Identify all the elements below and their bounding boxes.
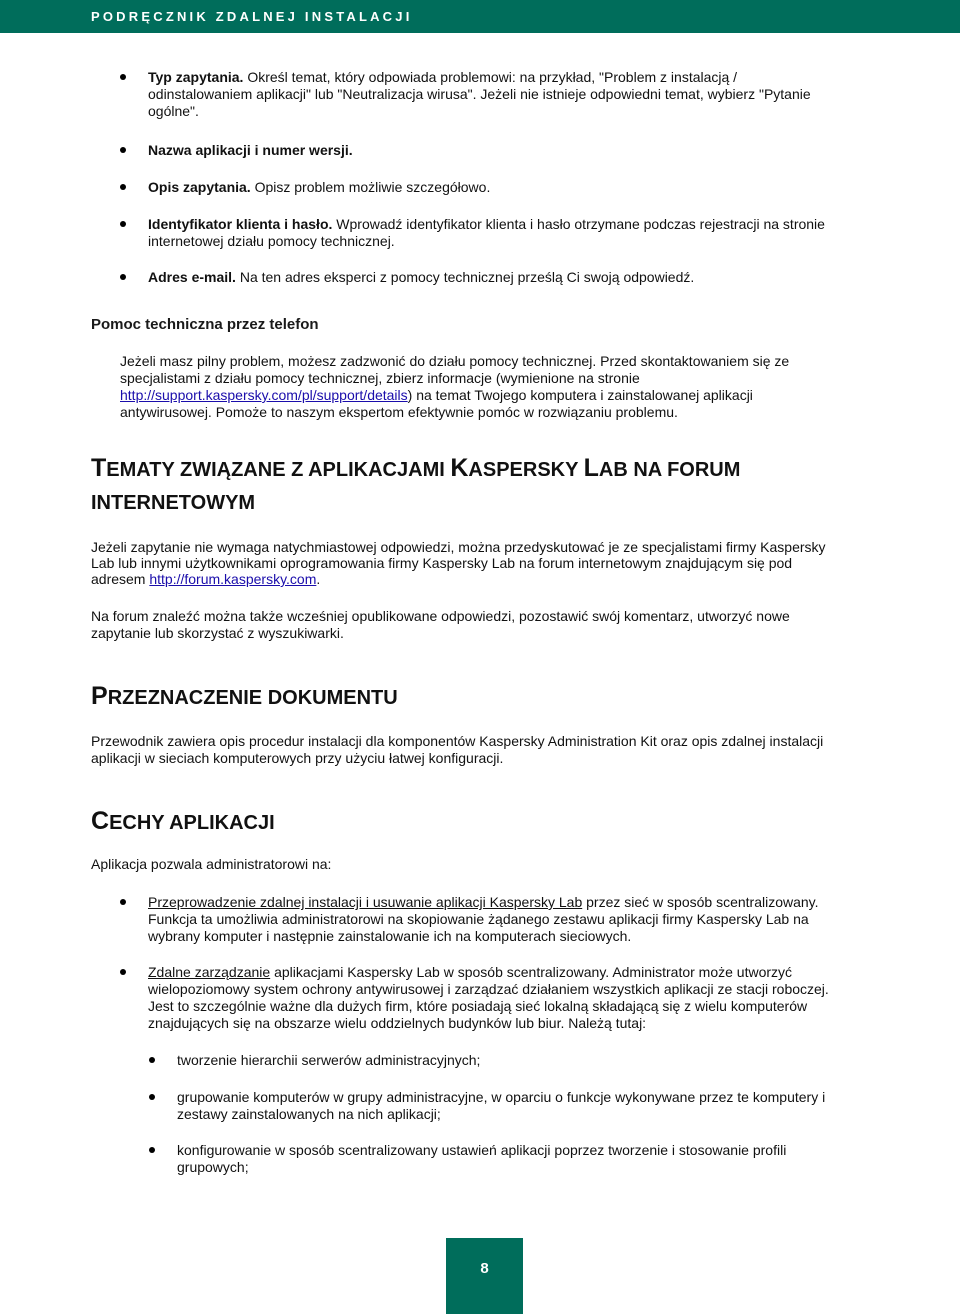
- forum-heading-line1: TEMATY ZWIĄZANE Z APLIKACJAMI KASPERSKY LAB NA FORUM: [91, 454, 741, 482]
- list-item-line: ogólne".: [148, 103, 199, 119]
- sub-item: grupowanie komputerów w grupy administracyjne, w oparciu o funkcje wykonywane przez te komputery i: [177, 1089, 826, 1105]
- phone-support-heading: Pomoc techniczna przez telefon: [91, 316, 319, 333]
- bullet-icon: [120, 899, 126, 905]
- bullet-icon: [120, 184, 126, 190]
- sub-item: tworzenie hierarchii serwerów administracyjnych;: [177, 1052, 481, 1068]
- forum-paragraph-line: zapytanie lub skorzystać z wyszukiwarki.: [91, 625, 344, 641]
- bullet-icon: [149, 1094, 155, 1100]
- list-item: Identyfikator klienta i hasło. Wprowadź identyfikator klienta i hasło otrzymane podczas rejestracji na stronie: [148, 216, 825, 232]
- bullet-icon: [149, 1057, 155, 1063]
- feature-item-line: Funkcja ta umożliwia administratorowi na skopiowanie żądanego zestawu aplikacji firmy Kaspersky Lab na: [148, 911, 809, 927]
- list-item: Nazwa aplikacji i numer wersji.: [148, 142, 353, 158]
- list-item: Typ zapytania. Określ temat, który odpowiada problemowi: na przykład, "Problem z instalacją /: [148, 69, 738, 85]
- forum-paragraph-line: Na forum znaleźć można także wcześniej opublikowane odpowiedzi, pozostawić swój komentarz, utworzyć nowe: [91, 608, 790, 624]
- page-number: 8: [480, 1260, 489, 1277]
- support-details-link[interactable]: http://support.kaspersky.com/pl/support/details: [120, 387, 408, 403]
- page-number-box: [446, 1238, 523, 1314]
- sub-item: konfigurowanie w sposób scentralizowany ustawień aplikacji poprzez tworzenie i stosowanie profili: [177, 1142, 787, 1158]
- phone-paragraph-line: http://support.kaspersky.com/pl/support/details) na temat Twojego komputera i zainstalowanej aplikacji: [120, 387, 753, 403]
- page-header: [0, 0, 960, 33]
- purpose-paragraph-line: aplikacji w sieciach komputerowych przy użyciu łatwej konfiguracji.: [91, 750, 504, 766]
- feature-item-line: wielopoziomowy system ochrony antywirusowej i zarządzać działaniem wszystkich aplikacji ze stacji roboczej.: [148, 981, 829, 997]
- features-intro: Aplikacja pozwala administratorowi na:: [91, 856, 332, 872]
- forum-paragraph-line: Lab lub innymi użytkownikami oprogramowania firmy Kaspersky Lab na forum internetowym znajdującym się pod: [91, 555, 793, 571]
- document-title: PODRĘCZNIK ZDALNEJ INSTALACJI: [91, 9, 413, 24]
- feature-item-line: znajdujących się na obszarze wielu oddzielnych budynków lub biur. Należą tutaj:: [148, 1015, 647, 1031]
- phone-paragraph-line: Jeżeli masz pilny problem, możesz zadzwonić do działu pomocy technicznej. Przed skontaktowaniem się ze: [120, 353, 790, 369]
- remote-install-link[interactable]: Przeprowadzenie zdalnej instalacji i usuwanie aplikacji Kaspersky Lab: [148, 894, 583, 910]
- list-item-line: odinstalowaniem aplikacji" lub "Neutralizacja wirusa". Jeżeli nie istnieje odpowiedni temat, wybierz "Pytanie: [148, 86, 811, 102]
- bullet-icon: [120, 969, 126, 975]
- list-item: Opis zapytania. Opisz problem możliwie szczegółowo.: [148, 179, 491, 195]
- list-item-line: internetowej działu pomocy technicznej.: [148, 233, 395, 249]
- phone-paragraph-line: antywirusowej. Pomoże to naszym ekspertom efektywnie pomóc w rozwiązaniu problemu.: [120, 404, 678, 420]
- feature-item-line: Jest to szczególnie ważne dla dużych firm, które posiadają sieć lokalną składającą się z wielu komputerów: [148, 998, 808, 1014]
- forum-paragraph-line: adresem http://forum.kaspersky.com.: [91, 571, 321, 587]
- list-item: Adres e-mail. Na ten adres eksperci z pomocy technicznej prześlą Ci swoją odpowiedź.: [148, 269, 695, 285]
- sub-item-line: zestawy zainstalowanych na nich aplikacji;: [177, 1106, 441, 1122]
- bullet-icon: [120, 74, 126, 80]
- forum-heading-line2: INTERNETOWYM: [91, 492, 256, 514]
- feature-item-line: wybrany komputer i następnie zainstalowanie ich na komputerach sieciowych.: [148, 928, 632, 944]
- features-heading: CECHY APLIKACJI: [91, 807, 275, 835]
- bullet-icon: [120, 274, 126, 280]
- sub-item-line: grupowych;: [177, 1159, 249, 1175]
- remote-management-link[interactable]: Zdalne zarządzanie: [148, 964, 271, 980]
- forum-paragraph-line: Jeżeli zapytanie nie wymaga natychmiastowej odpowiedzi, można przedyskutować je ze specjalistami firmy Kaspersky: [91, 539, 826, 555]
- bullet-icon: [149, 1147, 155, 1153]
- feature-item: Zdalne zarządzanie aplikacjami Kaspersky Lab w sposób scentralizowany. Administrator może utworzyć: [148, 964, 793, 980]
- phone-paragraph-line: specjalistami z działu pomocy technicznej, zbierz informacje (wymienione na stronie: [120, 370, 640, 386]
- forum-link[interactable]: http://forum.kaspersky.com: [149, 571, 317, 587]
- purpose-paragraph-line: Przewodnik zawiera opis procedur instalacji dla komponentów Kaspersky Administration Kit oraz opis zdalnej instalacji: [91, 733, 824, 749]
- bullet-icon: [120, 147, 126, 153]
- purpose-heading: PRZEZNACZENIE DOKUMENTU: [91, 682, 398, 710]
- bullet-icon: [120, 221, 126, 227]
- feature-item: Przeprowadzenie zdalnej instalacji i usuwanie aplikacji Kaspersky Lab przez sieć w sposób scentralizowany.: [148, 894, 819, 910]
